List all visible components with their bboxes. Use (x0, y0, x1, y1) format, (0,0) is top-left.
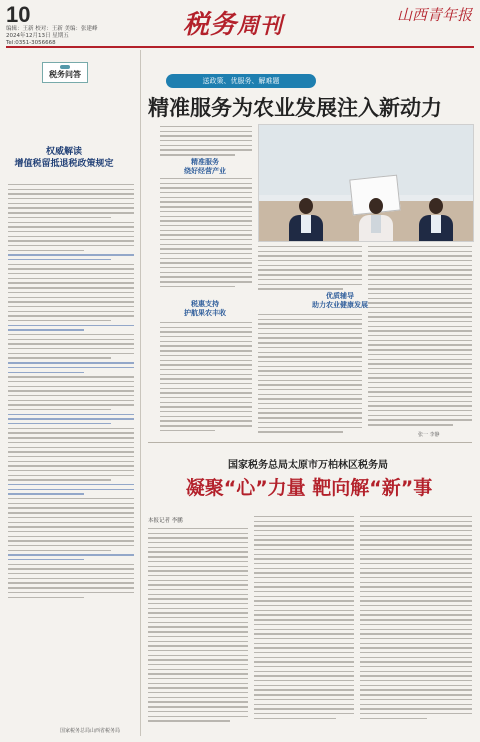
top-story-byline: 张一 李静 (418, 432, 440, 438)
column-title (183, 4, 283, 41)
meta-tel: Tel:0351-3056668 (6, 40, 56, 46)
lower-body-col2 (254, 516, 354, 722)
story-body-col2 (258, 246, 362, 293)
left-body-text (8, 184, 134, 601)
story-tag: 送政策、优服务、解难题 (166, 74, 316, 88)
masthead-meta (6, 26, 98, 47)
story-body-col1 (160, 178, 252, 291)
column-title-suffix: 周刊 (237, 13, 284, 39)
subhead-3: 税惠支持 护航果农丰收 (184, 300, 226, 317)
meta-editors: 编辑：王新 校对：王新 美编：张建峰 (6, 26, 98, 32)
story-body-col3 (368, 246, 472, 429)
masthead-rule (6, 46, 474, 48)
lower-story-kicker: 国家税务总局太原市万柏林区税务局 (228, 460, 388, 471)
kicker-icon (60, 65, 70, 69)
story-separator (148, 442, 472, 443)
story-photo (258, 124, 474, 242)
meta-date: 2024年12月13日 星期五 (6, 33, 69, 39)
main-headline: 精准服务为农业发展注入新动力 (148, 96, 442, 120)
story-body-col1-bottom (160, 322, 252, 435)
subhead-1: 精准服务 绕好经营产业 (184, 158, 226, 175)
lower-body-col1 (148, 528, 248, 725)
newspaper-brand: 山西青年报 (396, 6, 472, 24)
subhead-2: 优质辅导 助力农业健康发展 (312, 292, 368, 309)
lower-story-byline: 本报记者 李鹏 (148, 518, 183, 524)
left-org-sign: 国家税务总局山西省税务局 (60, 728, 121, 734)
page-number: 10 (6, 2, 31, 27)
column-divider (140, 50, 141, 736)
lower-body-col3 (360, 516, 472, 722)
qa-kicker-box (42, 62, 88, 83)
story-body-col2-bottom (258, 314, 362, 436)
column-title-main: 税务 (183, 10, 238, 40)
story-body-col1-top (160, 126, 252, 159)
lower-story-headline: 凝聚“心”力量 靶向解“新”事 (185, 477, 433, 499)
qa-title: 权威解读 增值税留抵退税政策规定 (14, 147, 114, 169)
qa-kicker-label: 税务问答 (49, 70, 81, 79)
